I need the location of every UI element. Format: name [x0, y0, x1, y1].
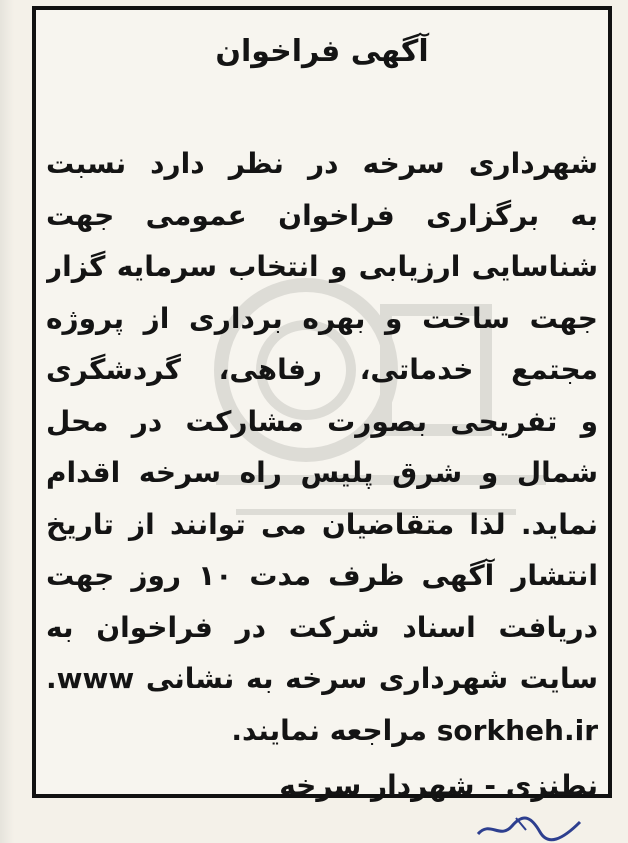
notice-line: مجتمع خدماتی، رفاهی، گردشگری — [46, 353, 598, 386]
notice-line: شناسایی ارزیابی و انتخاب سرمایه گزار — [46, 250, 598, 283]
notice-frame — [32, 6, 612, 802]
notice-line: سایت شهرداری سرخه به نشانی www. — [46, 662, 598, 695]
notice-line: و تفریحی بصورت مشارکت در محل — [46, 404, 598, 438]
notice-line: به برگزاری فراخوان عمومی جهت — [46, 198, 598, 232]
notice-title: آگهی فراخوان — [215, 34, 429, 69]
stamp-scribble-icon — [470, 812, 590, 843]
notice-signature: نطنزی - شهردار سرخه — [279, 769, 598, 802]
notice-content — [46, 10, 598, 802]
notice-line: دریافت اسناد شرکت در فراخوان به — [46, 610, 598, 644]
notice-line: شمال و شرق پلیس راه سرخه اقدام — [46, 456, 598, 489]
notice-line: نماید. لذا متقاضیان می توانند از تاریخ — [46, 507, 598, 541]
notice-line: انتشار آگهی ظرف مدت ۱۰ روز جهت — [46, 559, 598, 592]
notice-body — [46, 138, 598, 756]
notice-line: شهرداری سرخه در نظر دارد نسبت — [46, 147, 598, 180]
notice-line: sorkheh.ir مراجعه نمایند. — [231, 713, 598, 747]
notice-line: جهت ساخت و بهره برداری از پروژه — [46, 301, 598, 335]
